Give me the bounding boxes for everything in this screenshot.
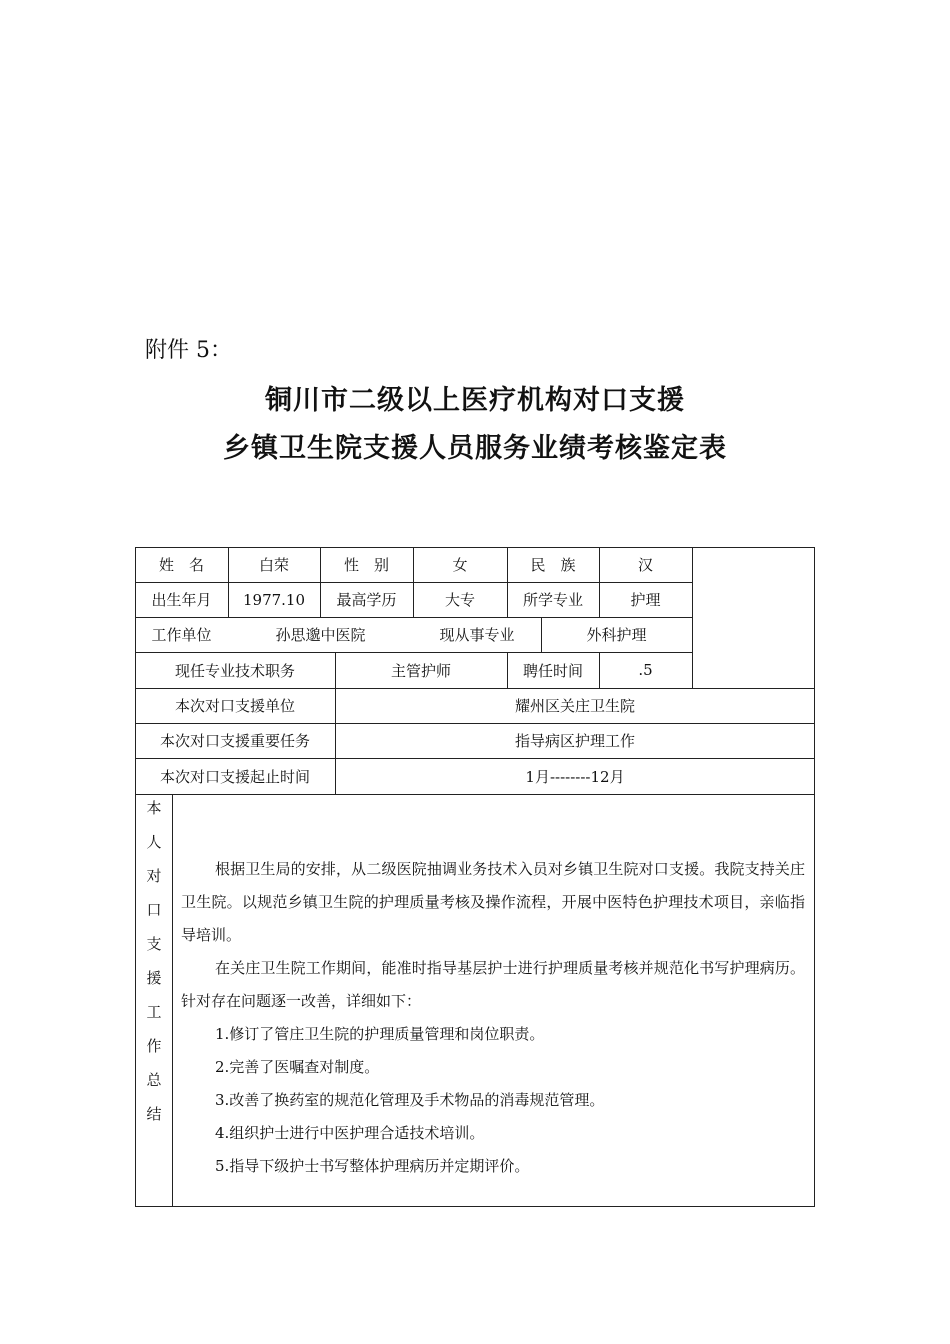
education-label: 最高学历 — [336, 591, 397, 609]
workplace-label: 工作单位 — [151, 626, 212, 644]
summary-paragraph: 在关庄卫生院工作期间，能准时指导基层护士进行护理质量考核并规范化书写护理病历。针对存在问题逐一改善，详细如下： — [181, 959, 805, 1010]
work-summary-text — [181, 853, 805, 1183]
summary-label-char: 作 — [146, 1037, 162, 1055]
column-divider — [692, 547, 693, 688]
summary-label-char: 本 — [146, 799, 162, 817]
support-unit-value: 耀州区关庄卫生院 — [514, 697, 635, 715]
form-title-line-1: 铜川市二级以上医疗机构对口支援 — [265, 385, 685, 416]
current-major-value: 外科护理 — [586, 626, 647, 644]
summary-item: 5.指导下级护士书写整体护理病历并定期评价。 — [215, 1157, 530, 1175]
column-divider — [172, 794, 173, 1207]
summary-label-char: 人 — [146, 833, 162, 851]
name-label: 姓 名 — [158, 556, 204, 574]
support-period-value: 1月--------12月 — [525, 767, 625, 786]
support-task-label: 本次对口支援重要任务 — [159, 732, 310, 750]
summary-label-char: 工 — [146, 1003, 162, 1021]
professional-title-label: 现任专业技术职务 — [174, 661, 295, 680]
support-unit-label: 本次对口支援单位 — [174, 697, 295, 715]
birth-label: 出生年月 — [151, 591, 212, 609]
name-value: 白荣 — [258, 556, 289, 574]
ethnicity-value: 汉 — [637, 556, 653, 574]
appoint-time-label: 聘任时间 — [522, 661, 583, 680]
major-value: 护理 — [630, 591, 661, 609]
summary-item: 2.完善了医嘱查对制度。 — [215, 1058, 380, 1076]
summary-item: 4.组织护士进行中医护理合适技术培训。 — [215, 1124, 485, 1142]
ethnicity-label: 民 族 — [530, 556, 576, 574]
summary-label — [137, 797, 171, 1137]
summary-label-char: 支 — [146, 935, 162, 953]
summary-label-char: 口 — [146, 901, 162, 919]
major-label: 所学专业 — [522, 591, 583, 609]
professional-title-value: 主管护师 — [390, 661, 451, 680]
support-task-value: 指导病区护理工作 — [514, 732, 635, 750]
summary-label-char: 对 — [146, 867, 162, 885]
summary-label-char: 援 — [146, 969, 162, 987]
appoint-time-value: .5 — [638, 661, 653, 679]
row-divider — [135, 794, 815, 795]
workplace-value: 孙思邈中医院 — [275, 626, 366, 644]
summary-item: 3.改善了换药室的规范化管理及手术物品的消毒规范管理。 — [215, 1091, 605, 1109]
birth-value: 1977.10 — [242, 590, 306, 609]
summary-item: 1.修订了管庄卫生院的护理质量管理和岗位职责。 — [215, 1025, 545, 1043]
support-period-label: 本次对口支援起止时间 — [159, 767, 310, 786]
attachment-label: 附件 5： — [145, 338, 232, 363]
summary-paragraph: 根据卫生局的安排，从二级医院抽调业务技术入员对乡镇卫生院对口支援。我院支持关庄卫生院。以规范乡镇卫生院的护理质量考核及操作流程，开展中医特色护理技术项目，亲临指导培训。 — [181, 860, 805, 944]
summary-label-char: 结 — [146, 1105, 162, 1123]
education-value: 大专 — [444, 591, 475, 609]
current-major-label: 现从事专业 — [439, 626, 515, 644]
gender-value: 女 — [452, 556, 468, 574]
form-title-line-2: 乡镇卫生院支援人员服务业绩考核鉴定表 — [223, 433, 727, 464]
gender-label: 性 别 — [343, 556, 389, 574]
summary-label-char: 总 — [146, 1071, 162, 1089]
